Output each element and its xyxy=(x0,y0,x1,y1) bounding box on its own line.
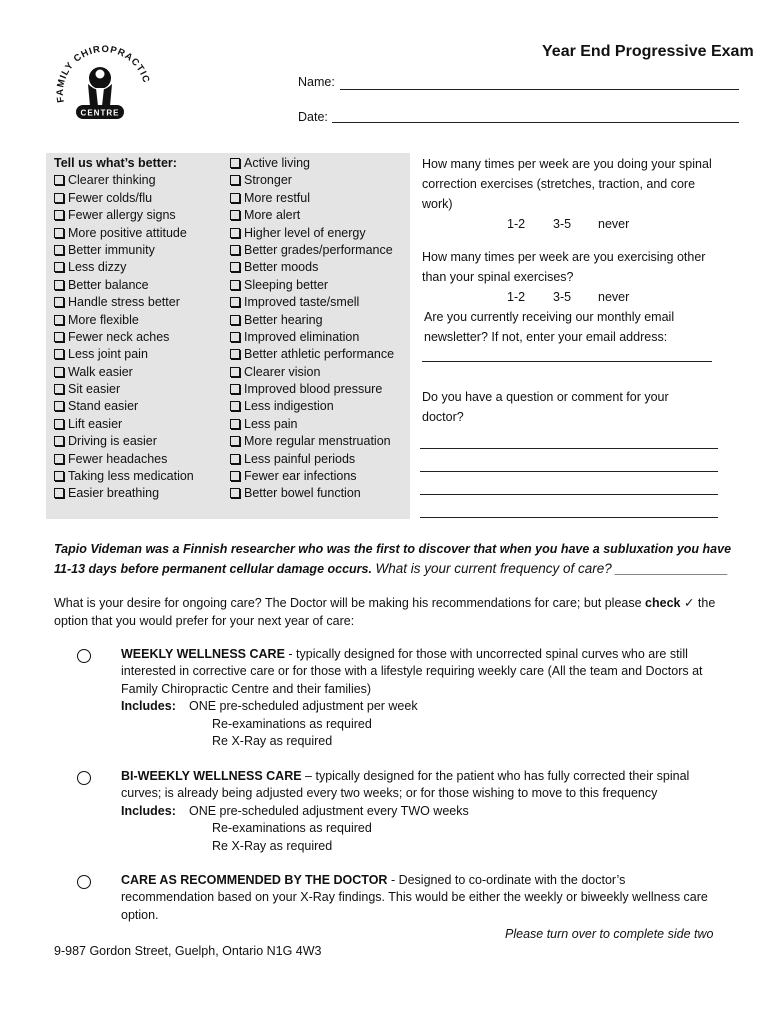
better-col2-label: Stronger xyxy=(244,173,292,188)
checkbox-icon[interactable] xyxy=(230,228,240,238)
comment-line-4[interactable] xyxy=(420,517,718,518)
better-col1-item[interactable] xyxy=(54,451,194,468)
date-field[interactable] xyxy=(332,122,739,123)
better-col1-label: Better balance xyxy=(68,277,149,292)
logo xyxy=(52,44,152,124)
better-col2-item[interactable] xyxy=(230,155,394,172)
better-col2-label: Active living xyxy=(244,156,310,170)
name-label: Name: xyxy=(298,75,335,89)
comment-line-2[interactable] xyxy=(420,471,718,472)
check-word: check ✓ xyxy=(645,596,695,610)
better-col1-item[interactable] xyxy=(54,398,194,415)
better-col2-label: Less painful periods xyxy=(244,451,356,466)
better-col2-item[interactable] xyxy=(230,190,394,207)
better-col2-item[interactable] xyxy=(230,485,394,502)
better-col1-item[interactable] xyxy=(54,468,194,485)
desire-paragraph xyxy=(54,594,734,630)
better-col1-label: More flexible xyxy=(68,312,139,327)
better-col2-item[interactable] xyxy=(230,242,394,259)
better-col1-label: Taking less medication xyxy=(68,469,194,484)
better-col1-item[interactable] xyxy=(54,190,194,207)
better-col2-label: Clearer vision xyxy=(244,364,321,379)
better-col2-item[interactable] xyxy=(230,398,394,415)
checkbox-icon[interactable] xyxy=(230,262,240,272)
weekly-radio[interactable] xyxy=(77,649,91,663)
better-col1-label: More positive attitude xyxy=(68,225,187,240)
better-col2-item[interactable] xyxy=(230,312,394,329)
other-exercise-options xyxy=(507,287,629,307)
checkbox-icon[interactable] xyxy=(54,175,64,185)
checkbox-icon[interactable] xyxy=(230,471,240,481)
checkbox-icon[interactable] xyxy=(54,488,64,498)
better-col1-label: Walk easier xyxy=(68,364,133,379)
checkbox-icon[interactable] xyxy=(54,401,64,411)
option-never-b[interactable]: never xyxy=(598,290,630,304)
better-col1-item[interactable] xyxy=(54,329,194,346)
logo-text-top: FAMILY CHIROPRACTIC xyxy=(54,44,152,104)
checkbox-icon[interactable] xyxy=(230,158,240,168)
better-col1-label: Lift easier xyxy=(68,416,123,431)
checkbox-icon[interactable] xyxy=(54,245,64,255)
name-field[interactable] xyxy=(340,89,739,90)
better-col2-label: Better bowel function xyxy=(244,486,361,501)
better-col1-label: Driving is easier xyxy=(68,434,157,449)
checkbox-icon[interactable] xyxy=(54,436,64,446)
better-col2-item[interactable] xyxy=(230,451,394,468)
comment-line-1[interactable] xyxy=(420,448,718,449)
biweekly-includes-label: Includes: xyxy=(121,803,176,818)
better-col2-label: Better athletic performance xyxy=(244,347,395,362)
better-col1-item[interactable] xyxy=(54,259,194,276)
checkbox-icon[interactable] xyxy=(230,384,240,394)
date-label: Date: xyxy=(298,110,328,124)
question-newsletter: Are you currently receiving our monthly email newsletter? If not, enter your email address: xyxy=(424,310,675,344)
checkbox-icon[interactable] xyxy=(230,175,240,185)
weekly-title: WEEKLY WELLNESS CARE xyxy=(121,647,285,661)
fact-paragraph xyxy=(54,540,734,579)
desire-text: What is your desire for ongoing care? The Doctor will be making his recommendations for care; but please xyxy=(54,596,642,610)
biweekly-title: BI-WEEKLY WELLNESS CARE xyxy=(121,769,302,783)
better-col2-label: Less indigestion xyxy=(244,399,334,414)
checkbox-icon[interactable] xyxy=(54,367,64,377)
better-col1-label: Fewer colds/flu xyxy=(68,190,153,205)
question-other-exercise: How many times per week are you exercising other than your spinal exercises? xyxy=(422,250,706,284)
better-col1-item[interactable] xyxy=(54,294,194,311)
option-3-5[interactable]: 3-5 xyxy=(553,217,572,231)
biweekly-inc-2: Re-examinations as required xyxy=(212,821,372,836)
weekly-option xyxy=(121,646,721,750)
option-3-5-b[interactable]: 3-5 xyxy=(553,290,572,304)
better-col1-label: Handle stress better xyxy=(68,295,180,310)
checkbox-icon[interactable] xyxy=(230,349,240,359)
doctor-title: CARE AS RECOMMENDED BY THE DOCTOR xyxy=(121,873,388,887)
comment-line-3[interactable] xyxy=(420,494,718,495)
better-col1-label: Less dizzy xyxy=(68,260,127,275)
better-col2-label: Sleeping better xyxy=(244,277,329,292)
better-col2-label: Fewer ear infections xyxy=(244,469,357,484)
better-col2-item[interactable] xyxy=(230,364,394,381)
better-col2-label: More alert xyxy=(244,208,301,223)
doctor-radio[interactable] xyxy=(77,875,91,889)
better-heading: Tell us what’s better: xyxy=(54,156,177,170)
better-col2-label: Higher level of energy xyxy=(244,225,366,240)
biweekly-option xyxy=(121,768,721,855)
better-col1-label: Easier breathing xyxy=(68,486,160,501)
checkbox-icon[interactable] xyxy=(230,210,240,220)
better-col1-item[interactable] xyxy=(54,172,194,189)
weekly-inc-1: ONE pre-scheduled adjustment per week xyxy=(189,699,418,714)
doctor-desc: - Designed to co-ordinate with the doctor’s recommendation based on your X-Ray findings. This would be either the weekly or biweekly wellness care option. xyxy=(121,873,708,922)
checkbox-icon[interactable] xyxy=(230,315,240,325)
checkbox-icon[interactable] xyxy=(230,297,240,307)
better-col1-label: Better immunity xyxy=(68,242,155,257)
checkbox-icon[interactable] xyxy=(230,367,240,377)
better-col2-label: Less pain xyxy=(244,416,298,431)
checkbox-icon[interactable] xyxy=(230,436,240,446)
better-col1-label: Fewer allergy signs xyxy=(68,208,176,223)
better-col1-item[interactable] xyxy=(54,433,194,450)
weekly-inc-2: Re-examinations as required xyxy=(212,716,372,731)
checkbox-icon[interactable] xyxy=(54,419,64,429)
better-col1-label: Stand easier xyxy=(68,399,139,414)
better-col1-label: Clearer thinking xyxy=(68,173,156,188)
checkbox-icon[interactable] xyxy=(230,419,240,429)
better-col1-item[interactable] xyxy=(54,364,194,381)
better-col2-item[interactable] xyxy=(230,329,394,346)
better-col1-item[interactable] xyxy=(54,277,194,294)
desire-text-2: the option that you would prefer for your next year of care: xyxy=(54,596,716,628)
better-col1-item[interactable] xyxy=(54,381,194,398)
better-col2-label: Better hearing xyxy=(244,312,323,327)
better-col2-label: Improved elimination xyxy=(244,329,360,344)
better-col2-item[interactable] xyxy=(230,225,394,242)
better-col-1 xyxy=(54,155,194,503)
weekly-includes-label: Includes: xyxy=(121,699,176,714)
biweekly-radio[interactable] xyxy=(77,771,91,785)
option-never[interactable]: never xyxy=(598,217,630,231)
better-col2-label: Better grades/performance xyxy=(244,242,393,257)
checkbox-icon[interactable] xyxy=(230,401,240,411)
address: 9-987 Gordon Street, Guelph, Ontario N1G 4W3 xyxy=(54,944,322,958)
better-col2-label: Improved taste/smell xyxy=(244,295,360,310)
better-col2-item[interactable] xyxy=(230,172,394,189)
checkbox-icon[interactable] xyxy=(230,454,240,464)
exercise-options xyxy=(507,214,629,234)
better-col2-item[interactable] xyxy=(230,468,394,485)
checkbox-icon[interactable] xyxy=(54,332,64,342)
checkbox-icon[interactable] xyxy=(54,384,64,394)
biweekly-desc: – typically designed for the patient who has fully corrected their spinal curves; is already being adjusted every two weeks; or for those wishing to move to this frequency xyxy=(121,769,690,801)
checkbox-icon[interactable] xyxy=(54,297,64,307)
weekly-desc: - typically designed for those with uncorrected spinal curves who are still interested in corrective care or for those with a lifestyle requiring weekly care (All the team and Doctors at Family Chiropractic Centre and their families) xyxy=(121,647,703,696)
turn-over-note: Please turn over to complete side two xyxy=(505,927,714,941)
fact-text: Tapio Videman was a Finnish researcher who was the first to discover that when you have a subluxation you have 11-13 days before permanent cellular damage occurs. xyxy=(54,542,732,576)
better-col-2 xyxy=(230,155,394,503)
checkbox-icon[interactable] xyxy=(54,228,64,238)
checkbox-icon[interactable] xyxy=(230,488,240,498)
better-col2-item[interactable] xyxy=(230,416,394,433)
better-col2-item[interactable] xyxy=(230,346,394,363)
question-comment: Do you have a question or comment for your doctor? xyxy=(422,390,669,424)
biweekly-inc-1: ONE pre-scheduled adjustment every TWO weeks xyxy=(189,803,469,818)
better-col1-item[interactable] xyxy=(54,207,194,224)
checkbox-icon[interactable] xyxy=(230,280,240,290)
question-exercises: How many times per week are you doing your spinal correction exercises (stretches, traction, and core work) xyxy=(422,157,712,211)
better-col2-label: More restful xyxy=(244,190,310,205)
better-col1-item[interactable] xyxy=(54,225,194,242)
email-field[interactable] xyxy=(422,361,712,362)
checkbox-icon[interactable] xyxy=(54,471,64,481)
better-col1-item[interactable] xyxy=(54,485,194,502)
frequency-question[interactable]: What is your current frequency of care? _______________ xyxy=(375,561,729,576)
better-col2-item[interactable] xyxy=(230,277,394,294)
option-1-2-b[interactable]: 1-2 xyxy=(507,290,526,304)
page-title: Year End Progressive Exam xyxy=(542,43,754,60)
better-col2-label: More regular menstruation xyxy=(244,434,391,449)
better-col2-item[interactable] xyxy=(230,294,394,311)
logo-text-bottom: CENTRE xyxy=(80,108,120,118)
better-col2-label: Improved blood pressure xyxy=(244,382,383,397)
biweekly-inc-3: Re X-Ray as required xyxy=(212,838,333,853)
checkbox-icon[interactable] xyxy=(230,245,240,255)
better-col2-item[interactable] xyxy=(230,259,394,276)
checkbox-icon[interactable] xyxy=(54,280,64,290)
better-col1-item[interactable] xyxy=(54,312,194,329)
weekly-inc-3: Re X-Ray as required xyxy=(212,734,333,749)
better-col2-item[interactable] xyxy=(230,381,394,398)
better-col1-label: Fewer headaches xyxy=(68,451,168,466)
checkbox-icon[interactable] xyxy=(230,193,240,203)
option-1-2[interactable]: 1-2 xyxy=(507,217,526,231)
better-col1-item[interactable] xyxy=(54,346,194,363)
better-col1-label: Less joint pain xyxy=(68,347,148,362)
checkbox-icon[interactable] xyxy=(54,210,64,220)
doctor-option xyxy=(121,872,721,924)
better-col2-item[interactable] xyxy=(230,433,394,450)
better-col2-label: Better moods xyxy=(244,260,319,275)
better-col2-item[interactable] xyxy=(230,207,394,224)
better-col1-item[interactable] xyxy=(54,242,194,259)
checkbox-icon[interactable] xyxy=(54,262,64,272)
checkbox-icon[interactable] xyxy=(54,349,64,359)
better-col1-label: Fewer neck aches xyxy=(68,329,170,344)
better-col1-label: Sit easier xyxy=(68,382,121,397)
checkbox-icon[interactable] xyxy=(54,193,64,203)
better-col1-item[interactable] xyxy=(54,416,194,433)
checkbox-icon[interactable] xyxy=(230,332,240,342)
checkbox-icon[interactable] xyxy=(54,454,64,464)
checkbox-icon[interactable] xyxy=(54,315,64,325)
